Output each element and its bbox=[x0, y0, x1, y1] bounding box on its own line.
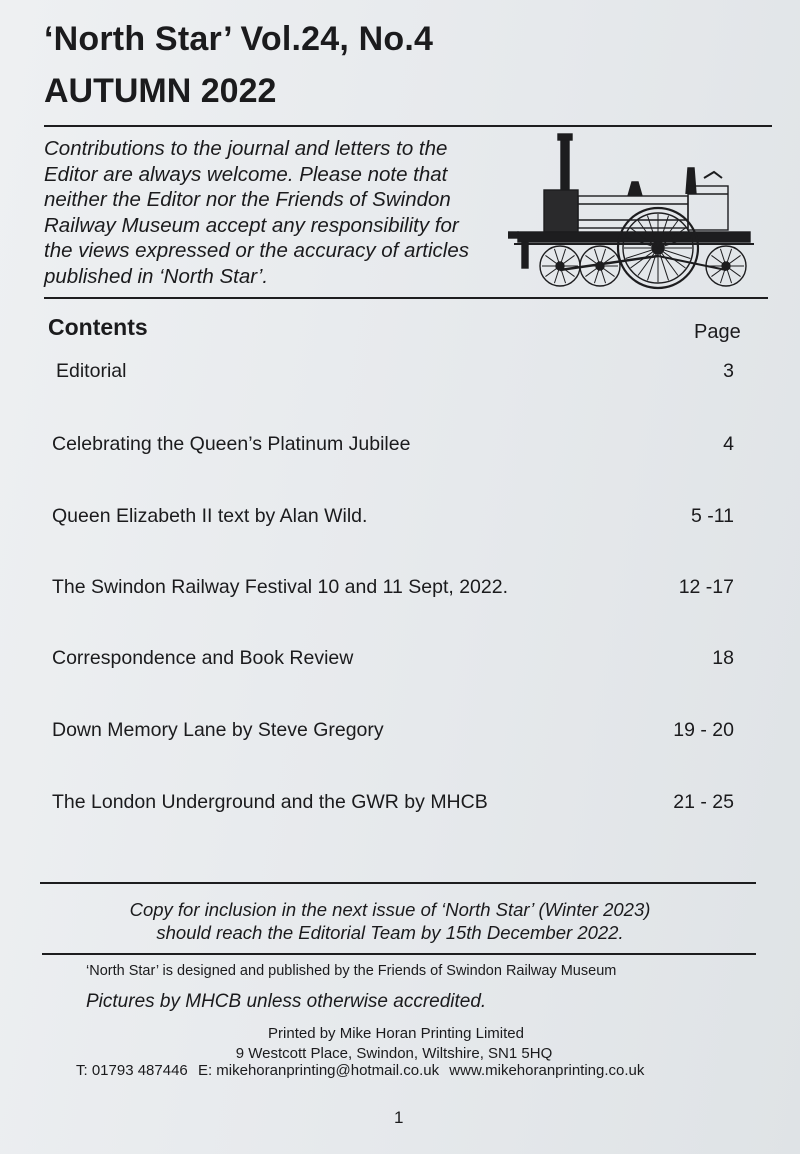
footer-divider bbox=[42, 953, 756, 955]
page-number: 1 bbox=[394, 1108, 404, 1127]
intro-divider bbox=[44, 297, 768, 299]
publisher-credit: ‘North Star’ is designed and published by the Friends of Swindon Railway Museum bbox=[86, 963, 617, 979]
toc-page: 19 - 20 bbox=[673, 719, 734, 741]
toc-page: 3 bbox=[723, 360, 734, 382]
toc-page: 12 -17 bbox=[678, 576, 734, 598]
toc-entry-correspondence bbox=[52, 647, 742, 673]
intro-line: published in ‘North Star’. bbox=[44, 264, 269, 288]
toc-page: 18 bbox=[712, 647, 734, 669]
contents-divider bbox=[40, 882, 756, 884]
printer-website: www.mikehoranprinting.co.uk bbox=[449, 1062, 645, 1079]
page-column-heading: Page bbox=[694, 321, 741, 343]
issue-season: AUTUMN 2022 bbox=[44, 72, 277, 110]
toc-title: The London Underground and the GWR by MHCB bbox=[52, 791, 488, 813]
intro-line: Editor are always welcome. Please note that bbox=[44, 162, 448, 186]
wheel-spoke bbox=[638, 248, 658, 276]
printer-contact bbox=[76, 1062, 650, 1079]
intro-line: neither the Editor nor the Friends of Swindon bbox=[44, 188, 451, 211]
steam-locomotive-icon bbox=[508, 132, 758, 290]
toc-title: The Swindon Railway Festival 10 and 11 Sept, 2022. bbox=[52, 576, 508, 598]
toc-page: 4 bbox=[723, 433, 734, 455]
toc-entry-london-underground bbox=[52, 791, 742, 817]
printer-email: E: mikehoranprinting@hotmail.co.uk bbox=[197, 1062, 440, 1079]
wheel-spoke bbox=[658, 248, 669, 280]
toc-page: 21 - 25 bbox=[673, 791, 734, 813]
wheel-spoke bbox=[658, 248, 686, 268]
intro-line: the views expressed or the accuracy of articles bbox=[44, 239, 469, 262]
wheel-spoke bbox=[647, 248, 658, 280]
copy-notice-line: Copy for inclusion in the next issue of ‘North Star’ (Winter 2023) bbox=[129, 899, 651, 920]
picture-credit: Pictures by MHCB unless otherwise accredited. bbox=[86, 991, 487, 1012]
printer-phone: T: 01793 487446 bbox=[76, 1062, 188, 1079]
printer-name: Printed by Mike Horan Printing Limited bbox=[268, 1025, 524, 1042]
contents-heading: Contents bbox=[48, 314, 148, 340]
toc-page: 5 -11 bbox=[691, 505, 734, 527]
toc-title: Queen Elizabeth II text by Alan Wild. bbox=[52, 505, 368, 527]
toc-entry-jubilee bbox=[52, 433, 742, 459]
printer-address: 9 Westcott Place, Swindon, Wiltshire, SN1 5HQ bbox=[235, 1045, 553, 1062]
intro-paragraph bbox=[44, 136, 494, 289]
toc-title: Celebrating the Queen’s Platinum Jubilee bbox=[52, 433, 411, 455]
wheel-spoke bbox=[630, 248, 658, 268]
copy-deadline-notice bbox=[40, 898, 740, 944]
toc-entry-editorial bbox=[56, 360, 742, 386]
toc-title: Down Memory Lane by Steve Gregory bbox=[52, 719, 384, 741]
intro-line: Railway Museum accept any responsibility for bbox=[44, 213, 459, 237]
toc-title: Editorial bbox=[56, 360, 127, 382]
intro-line: Contributions to the journal and letters to the bbox=[44, 137, 448, 160]
journal-title: ‘North Star’ Vol.24, No.4 bbox=[44, 20, 434, 58]
toc-entry-memory-lane bbox=[52, 719, 742, 745]
toc-entry-queen-elizabeth bbox=[52, 505, 742, 531]
copy-notice-line: should reach the Editorial Team by 15th December 2022. bbox=[156, 922, 624, 943]
header-divider bbox=[44, 125, 772, 127]
toc-title: Correspondence and Book Review bbox=[52, 647, 354, 669]
toc-entry-railway-festival bbox=[52, 576, 742, 602]
wheel-spoke bbox=[658, 248, 678, 276]
